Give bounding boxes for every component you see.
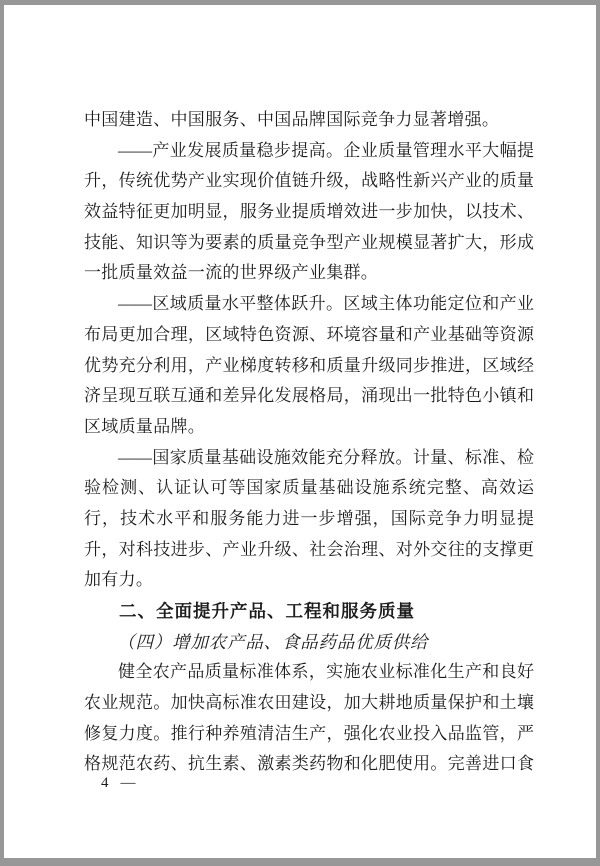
paragraph-line: 优势充分利用，产业梯度转移和质量升级同步推进，区域经 [84, 355, 534, 375]
paragraph-line: 修复力度。推行种养殖清洁生产，强化农业投入品监管，严 [84, 723, 534, 743]
paragraph-line: ——产业发展质量稳步提高。企业质量管理水平大幅提 [118, 140, 534, 160]
paragraph-line: 布局更加合理，区域特色资源、环境容量和产业基础等资源 [84, 324, 534, 344]
paragraph-line: 区域质量品牌。 [84, 416, 206, 436]
paragraph-line: ——区域质量水平整体跃升。区域主体功能定位和产业 [118, 294, 534, 314]
page-footer [101, 775, 136, 792]
paragraph-line: 济呈现互联互通和差异化发展格局，涌现出一批特色小镇和 [84, 386, 534, 406]
paragraph-line: 升，传统优势产业实现价值链升级，战略性新兴产业的质量 [84, 171, 534, 191]
paragraph-line: 效益特征更加明显，服务业提质增效进一步加快，以技术、 [84, 202, 534, 222]
paragraph-line: 健全农产品质量标准体系，实施农业标准化生产和良好 [118, 662, 534, 682]
paragraph-line: 农业规范。加快高标准农田建设，加大耕地质量保护和土壤 [84, 693, 534, 713]
paragraph-line: 一批质量效益一流的世界级产业集群。 [84, 263, 379, 283]
subsection-heading: （四）增加农产品、食品药品优质供给 [117, 631, 429, 652]
paragraph-line: 中国建造、中国服务、中国品牌国际竞争力显著增强。 [84, 110, 500, 129]
paragraph-line: 格规范农药、抗生素、激素类药物和化肥使用。完善进口食 [84, 754, 534, 774]
paragraph-line: 加有力。 [84, 570, 154, 590]
paragraph-line: 技能、知识等为要素的质量竞争型产业规模显著扩大，形成 [84, 232, 534, 252]
paragraph-line: 验检测、认证认可等国家质量基础设施系统完整、高效运 [84, 478, 534, 498]
page-number: 4 [101, 775, 109, 791]
paragraph-line: 行，技术水平和服务能力进一步增强，国际竞争力明显提 [84, 508, 534, 528]
footer-dash: — [120, 775, 136, 791]
document-page [4, 5, 596, 858]
section-heading: 二、全面提升产品、工程和服务质量 [119, 601, 415, 621]
paragraph-line: ——国家质量基础设施效能充分释放。计量、标准、检 [118, 447, 534, 467]
text-block [84, 105, 534, 780]
paragraph-line: 升，对科技进步、产业升级、社会治理、对外交往的支撑更 [84, 539, 534, 559]
